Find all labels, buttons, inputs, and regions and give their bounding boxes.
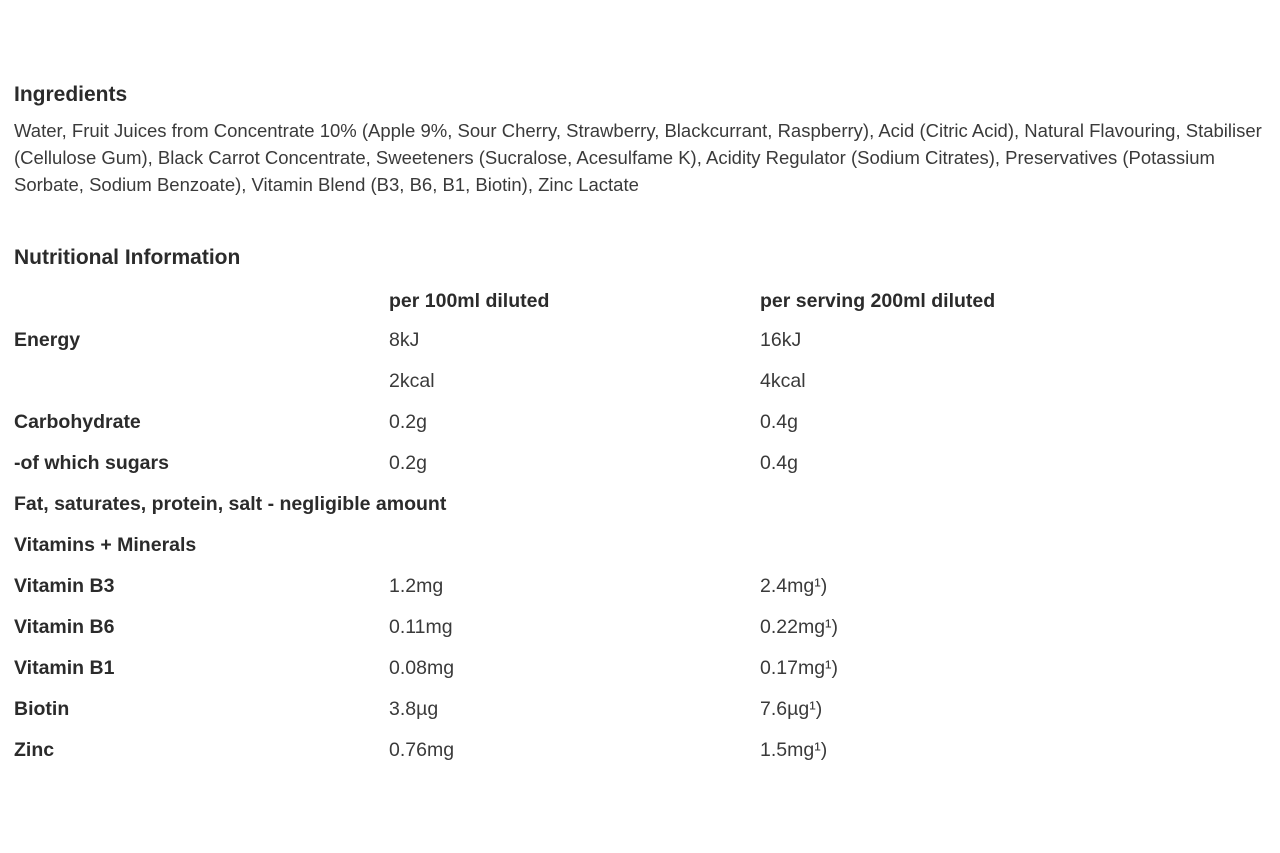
row-label: Biotin xyxy=(14,698,70,720)
row-label: Vitamin B6 xyxy=(14,616,115,638)
ingredients-heading: Ingredients xyxy=(14,83,128,106)
table-row xyxy=(14,730,1254,771)
table-row xyxy=(14,361,1254,402)
row-label: Energy xyxy=(14,329,81,351)
value-per-100ml: 3.8µg xyxy=(389,698,439,720)
header-per-100ml: per 100ml diluted xyxy=(389,289,550,312)
row-label-negligible: Fat, saturates, protein, salt - negligible amount xyxy=(14,493,447,515)
value-per-100ml: 1.2mg xyxy=(389,575,444,597)
value-per-100ml: 0.11mg xyxy=(389,616,453,638)
value-per-serving: 0.4g xyxy=(760,411,798,433)
footnote-marker: ¹) xyxy=(814,575,828,597)
value-per-serving-cell xyxy=(760,607,1254,648)
row-label: Vitamin B1 xyxy=(14,657,115,679)
table-row xyxy=(14,320,1254,361)
footnote-marker: ¹) xyxy=(825,616,839,638)
value-per-serving: 7.6µg xyxy=(760,698,810,720)
nutrition-table xyxy=(14,282,1254,771)
value-per-100ml: 8kJ xyxy=(389,329,420,351)
value-per-100ml: 0.76mg xyxy=(389,739,455,761)
footnote-marker: ¹) xyxy=(825,657,839,679)
value-per-serving: 0.22mg xyxy=(760,616,826,638)
table-row xyxy=(14,484,1254,525)
header-per-serving: per serving 200ml diluted xyxy=(760,289,996,312)
value-per-serving: 0.4g xyxy=(760,452,798,474)
header-label xyxy=(14,282,389,320)
value-per-serving-cell xyxy=(760,566,1254,607)
table-row xyxy=(14,566,1254,607)
value-per-serving: 0.17mg xyxy=(760,657,826,679)
value-per-100ml: 0.2g xyxy=(389,411,427,433)
value-per-serving: 4kcal xyxy=(760,370,806,392)
footnote-marker: ¹) xyxy=(809,698,823,720)
value-per-serving-cell xyxy=(760,730,1254,771)
value-per-serving-cell xyxy=(760,689,1254,730)
table-row xyxy=(14,443,1254,484)
table-row xyxy=(14,607,1254,648)
nutrition-header-row xyxy=(14,282,1254,320)
row-label: Carbohydrate xyxy=(14,411,141,433)
value-per-serving: 16kJ xyxy=(760,329,802,351)
row-label xyxy=(14,361,389,402)
row-label: Vitamin B3 xyxy=(14,575,115,597)
nutrition-heading: Nutritional Information xyxy=(14,246,241,269)
value-per-serving: 1.5mg xyxy=(760,739,815,761)
row-label: Zinc xyxy=(14,739,55,761)
table-row xyxy=(14,402,1254,443)
table-row xyxy=(14,525,1254,566)
value-per-100ml: 2kcal xyxy=(389,370,435,392)
value-per-serving: 2.4mg xyxy=(760,575,815,597)
ingredients-text: Water, Fruit Juices from Concentrate 10% (Apple 9%, Sour Cherry, Strawberry, Blackcurrant, Raspberry), Acid (Citric Acid), Natural Flavouring, Stabiliser (Cellulose Gum), Black Carrot Concentrate, Sweeteners (Sucralose, Acesulfame K), Acidity Regulator (Sodium Citrates), Preservatives (Potassium Sorbate, Sodium Benzoate), Vitamin Blend (B3, B6, B1, Biotin), Zinc Lactate xyxy=(14,120,1262,195)
value-per-100ml: 0.08mg xyxy=(389,657,455,679)
table-row xyxy=(14,689,1254,730)
row-label: -of which sugars xyxy=(14,452,169,474)
table-row xyxy=(14,648,1254,689)
row-label-vitamins-minerals: Vitamins + Minerals xyxy=(14,534,197,556)
value-per-100ml: 0.2g xyxy=(389,452,427,474)
value-per-serving-cell xyxy=(760,648,1254,689)
footnote-marker: ¹) xyxy=(814,739,828,761)
